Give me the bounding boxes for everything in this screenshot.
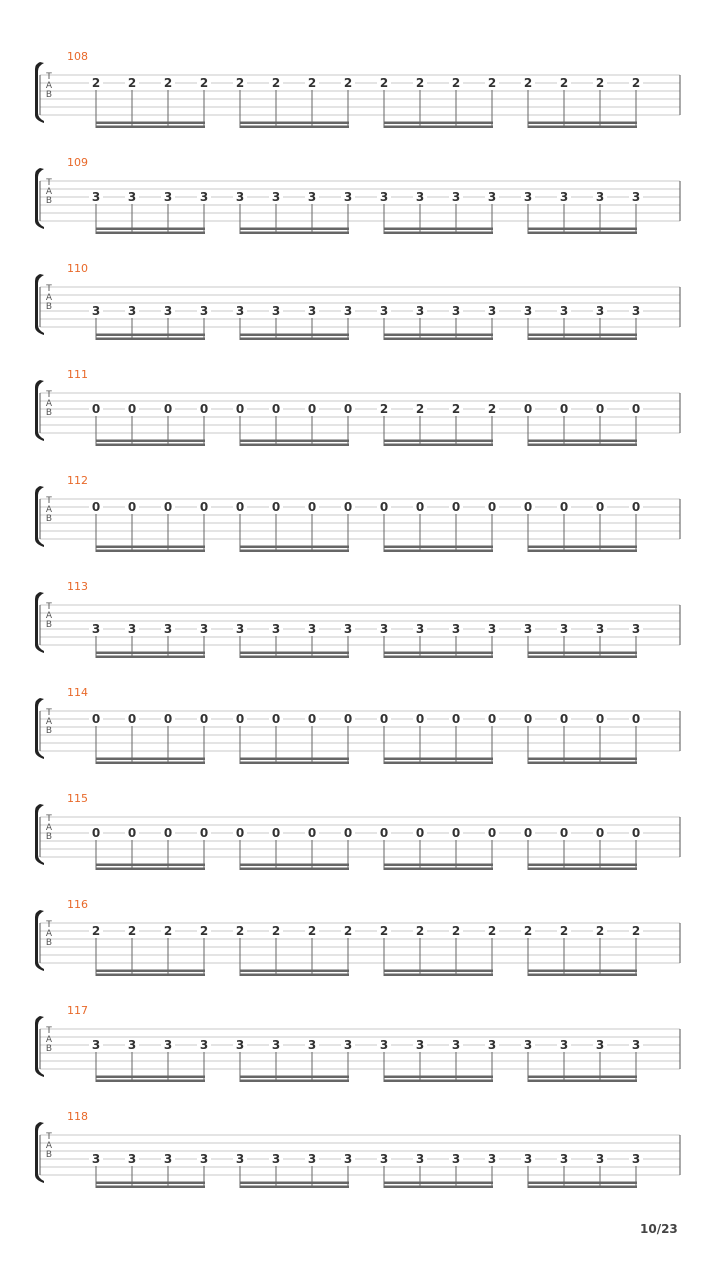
fret-number: 3 [413,623,427,635]
fret-number: 3 [521,1039,535,1051]
fret-number: 3 [377,191,391,203]
page-number: 10/23 [640,1222,678,1236]
tab-clef-letter: A [45,81,53,91]
fret-number: 3 [377,1039,391,1051]
fret-number: 2 [341,925,355,937]
fret-number: 0 [233,501,247,513]
tab-system [0,954,720,1060]
tab-clef-letter: T [46,178,52,188]
fret-number: 3 [341,191,355,203]
fret-number: 3 [485,1039,499,1051]
measure-number: 117 [67,1004,88,1017]
fret-number: 3 [449,305,463,317]
tab-clef-letter: B [45,832,53,842]
fret-number: 2 [125,77,139,89]
fret-number: 0 [341,827,355,839]
fret-number: 2 [377,77,391,89]
fret-number: 2 [341,77,355,89]
tab-clef-letter: A [45,293,53,303]
fret-number: 0 [593,501,607,513]
fret-number: 2 [449,403,463,415]
tab-staff-graphic [0,0,720,106]
fret-number: 0 [521,827,535,839]
measure-number: 118 [67,1110,88,1123]
fret-number: 0 [197,713,211,725]
fret-number: 0 [413,827,427,839]
fret-number: 2 [197,925,211,937]
fret-number: 3 [593,623,607,635]
fret-number: 0 [161,501,175,513]
tab-clef-letter: B [45,90,53,100]
fret-number: 0 [377,713,391,725]
tab-clef-letter: B [45,514,53,524]
fret-number: 0 [593,713,607,725]
fret-number: 0 [485,501,499,513]
fret-number: 3 [557,623,571,635]
fret-number: 3 [485,191,499,203]
fret-number: 3 [557,1039,571,1051]
tab-clef-letter: B [45,1044,53,1054]
measure-number: 113 [67,580,88,593]
fret-number: 0 [341,713,355,725]
fret-number: 0 [629,403,643,415]
fret-number: 3 [197,191,211,203]
fret-number: 0 [125,827,139,839]
measure-number: 116 [67,898,88,911]
fret-number: 3 [89,191,103,203]
fret-number: 0 [485,713,499,725]
fret-number: 0 [629,827,643,839]
fret-number: 0 [449,827,463,839]
note-beam [384,1182,493,1185]
tab-clef [44,391,54,418]
fret-number: 0 [125,713,139,725]
fret-number: 3 [341,623,355,635]
fret-number: 3 [269,623,283,635]
fret-number: 0 [233,403,247,415]
fret-number: 2 [485,77,499,89]
fret-number: 3 [413,191,427,203]
fret-number: 0 [305,403,319,415]
note-beam [96,1186,205,1189]
tab-clef-letter: B [45,302,53,312]
tab-clef-letter: A [45,1141,53,1151]
fret-number: 3 [449,623,463,635]
fret-number: 0 [629,713,643,725]
fret-number: 0 [485,827,499,839]
fret-number: 3 [161,1039,175,1051]
fret-number: 0 [557,501,571,513]
tab-system [0,742,720,848]
fret-number: 0 [233,827,247,839]
fret-number: 2 [557,77,571,89]
tab-clef [44,497,54,524]
fret-number: 3 [269,1039,283,1051]
fret-number: 0 [89,827,103,839]
fret-number: 0 [89,713,103,725]
fret-number: 0 [413,501,427,513]
fret-number: 3 [197,305,211,317]
fret-number: 3 [161,623,175,635]
tab-clef-letter: A [45,823,53,833]
fret-number: 0 [269,403,283,415]
fret-number: 3 [161,191,175,203]
tab-staff-graphic [0,1060,720,1166]
fret-number: 2 [197,77,211,89]
fret-number: 3 [521,305,535,317]
fret-number: 2 [521,77,535,89]
fret-number: 3 [125,305,139,317]
fret-number: 2 [629,925,643,937]
fret-number: 0 [197,827,211,839]
fret-number: 2 [629,77,643,89]
fret-number: 0 [593,403,607,415]
fret-number: 2 [413,925,427,937]
tab-staff-graphic [0,212,720,318]
fret-number: 3 [377,623,391,635]
fret-number: 0 [89,403,103,415]
fret-number: 0 [521,403,535,415]
tab-clef [44,603,54,630]
fret-number: 0 [341,403,355,415]
fret-number: 3 [413,1039,427,1051]
fret-number: 3 [89,623,103,635]
tab-clef-letter: T [46,72,52,82]
fret-number: 0 [557,403,571,415]
fret-number: 3 [629,1153,643,1165]
fret-number: 0 [269,501,283,513]
fret-number: 2 [413,77,427,89]
tab-staff-graphic [0,742,720,848]
note-beam [240,1186,349,1189]
fret-number: 0 [629,501,643,513]
fret-number: 3 [629,623,643,635]
fret-number: 3 [305,191,319,203]
tab-clef-letter: A [45,929,53,939]
fret-number: 3 [341,1039,355,1051]
tab-clef-letter: A [45,505,53,515]
fret-number: 3 [233,1153,247,1165]
tab-staff-graphic [0,106,720,212]
fret-number: 3 [233,305,247,317]
tab-clef-letter: T [46,496,52,506]
fret-number: 2 [269,925,283,937]
fret-number: 3 [413,1153,427,1165]
fret-number: 3 [629,305,643,317]
tab-clef-letter: B [45,726,53,736]
fret-number: 0 [233,713,247,725]
fret-number: 3 [269,1153,283,1165]
fret-number: 2 [305,925,319,937]
tab-clef-letter: T [46,1026,52,1036]
tab-clef-letter: B [45,938,53,948]
tab-clef-letter: A [45,717,53,727]
fret-number: 3 [629,1039,643,1051]
fret-number: 2 [521,925,535,937]
fret-number: 3 [233,623,247,635]
fret-number: 3 [233,191,247,203]
fret-number: 3 [521,191,535,203]
fret-number: 3 [593,305,607,317]
fret-number: 3 [557,305,571,317]
fret-number: 3 [413,305,427,317]
fret-number: 3 [593,1039,607,1051]
note-beam [528,1186,637,1189]
note-beam [528,1182,637,1185]
fret-number: 2 [125,925,139,937]
fret-number: 0 [305,501,319,513]
tab-clef-letter: B [45,196,53,206]
fret-number: 2 [449,77,463,89]
tab-system [0,636,720,742]
fret-number: 3 [521,623,535,635]
tab-clef-letter: A [45,611,53,621]
measure-number: 111 [67,368,88,381]
fret-number: 3 [89,305,103,317]
fret-number: 3 [197,1153,211,1165]
tab-clef-letter: B [45,408,53,418]
fret-number: 3 [449,1039,463,1051]
tab-clef-letter: A [45,187,53,197]
fret-number: 2 [485,403,499,415]
tab-clef [44,285,54,312]
tab-clef-letter: B [45,1150,53,1160]
fret-number: 0 [125,501,139,513]
tab-system [0,318,720,424]
fret-number: 3 [197,623,211,635]
fret-number: 3 [341,305,355,317]
fret-number: 3 [161,305,175,317]
fret-number: 3 [557,1153,571,1165]
tab-clef [44,73,54,100]
fret-number: 3 [305,623,319,635]
fret-number: 2 [593,925,607,937]
fret-number: 3 [485,623,499,635]
fret-number: 0 [557,827,571,839]
fret-number: 3 [593,1153,607,1165]
tab-system [0,0,720,106]
fret-number: 0 [89,501,103,513]
fret-number: 2 [413,403,427,415]
fret-number: 3 [89,1153,103,1165]
fret-number: 0 [269,827,283,839]
fret-number: 2 [269,77,283,89]
fret-number: 3 [269,191,283,203]
fret-number: 0 [449,501,463,513]
fret-number: 3 [233,1039,247,1051]
fret-number: 2 [593,77,607,89]
tab-staff-graphic [0,424,720,530]
tab-staff-graphic [0,636,720,742]
fret-number: 2 [161,77,175,89]
fret-number: 2 [89,925,103,937]
fret-number: 0 [593,827,607,839]
fret-number: 3 [377,1153,391,1165]
fret-number: 2 [161,925,175,937]
fret-number: 0 [305,713,319,725]
fret-number: 2 [557,925,571,937]
fret-number: 3 [125,191,139,203]
fret-number: 0 [269,713,283,725]
tab-clef-letter: A [45,399,53,409]
note-beam [240,1182,349,1185]
fret-number: 3 [125,623,139,635]
fret-number: 3 [125,1153,139,1165]
tab-system [0,848,720,954]
tab-clef-letter: T [46,708,52,718]
fret-number: 2 [449,925,463,937]
fret-number: 3 [161,1153,175,1165]
fret-number: 0 [161,827,175,839]
tab-clef-letter: T [46,284,52,294]
tab-clef [44,709,54,736]
tab-clef [44,1133,54,1160]
fret-number: 0 [341,501,355,513]
tab-clef [44,179,54,206]
fret-number: 0 [377,501,391,513]
tab-clef-letter: T [46,920,52,930]
tab-clef-letter: T [46,390,52,400]
fret-number: 3 [593,191,607,203]
fret-number: 0 [161,713,175,725]
tab-system [0,530,720,636]
fret-number: 0 [521,501,535,513]
tab-clef-letter: A [45,1035,53,1045]
fret-number: 3 [305,305,319,317]
note-beam [384,1186,493,1189]
fret-number: 3 [341,1153,355,1165]
measure-number: 110 [67,262,88,275]
fret-number: 3 [377,305,391,317]
fret-number: 0 [161,403,175,415]
fret-number: 3 [449,191,463,203]
fret-number: 3 [269,305,283,317]
fret-number: 3 [629,191,643,203]
fret-number: 0 [449,713,463,725]
fret-number: 0 [377,827,391,839]
measure-number: 114 [67,686,88,699]
fret-number: 2 [485,925,499,937]
fret-number: 3 [449,1153,463,1165]
fret-number: 0 [521,713,535,725]
tab-system [0,424,720,530]
fret-number: 3 [521,1153,535,1165]
fret-number: 0 [557,713,571,725]
fret-number: 0 [413,713,427,725]
tab-staff-graphic [0,530,720,636]
fret-number: 2 [377,403,391,415]
fret-number: 3 [485,1153,499,1165]
tab-clef [44,1027,54,1054]
fret-number: 3 [305,1039,319,1051]
measure-number: 108 [67,50,88,63]
tab-staff-graphic [0,954,720,1060]
tab-clef [44,921,54,948]
fret-number: 2 [377,925,391,937]
tab-staff-graphic [0,318,720,424]
fret-number: 0 [197,403,211,415]
fret-number: 3 [197,1039,211,1051]
fret-number: 0 [197,501,211,513]
fret-number: 0 [125,403,139,415]
tab-clef-letter: T [46,602,52,612]
fret-number: 3 [557,191,571,203]
fret-number: 0 [305,827,319,839]
measure-number: 109 [67,156,88,169]
fret-number: 2 [233,77,247,89]
fret-number: 2 [305,77,319,89]
note-beam [96,1182,205,1185]
measure-number: 115 [67,792,88,805]
tab-clef-letter: T [46,814,52,824]
fret-number: 3 [89,1039,103,1051]
fret-number: 2 [233,925,247,937]
fret-number: 3 [485,305,499,317]
tab-clef-letter: T [46,1132,52,1142]
tab-clef-letter: B [45,620,53,630]
tab-system [0,1060,720,1166]
tab-staff-graphic [0,848,720,954]
tab-system [0,212,720,318]
fret-number: 2 [89,77,103,89]
fret-number: 3 [125,1039,139,1051]
tab-system [0,106,720,212]
fret-number: 3 [305,1153,319,1165]
tab-clef [44,815,54,842]
measure-number: 112 [67,474,88,487]
